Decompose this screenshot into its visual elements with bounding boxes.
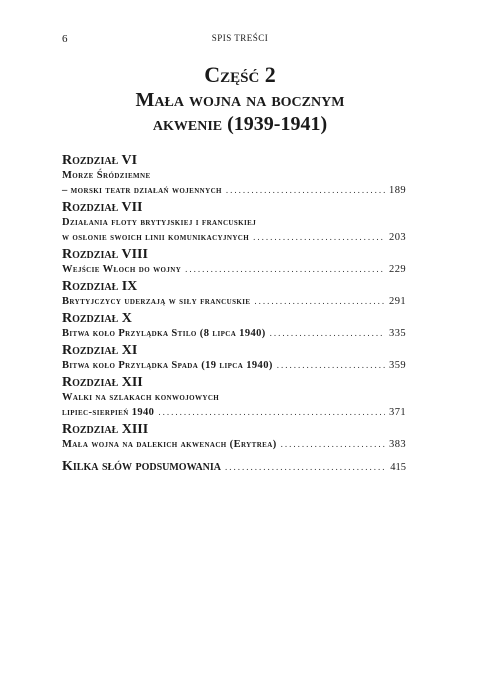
closing-entry-title: Kilka słów podsumowania <box>62 459 222 474</box>
chapter-label: Rozdział XIII <box>62 422 149 437</box>
toc-chapter-entry[interactable] <box>62 311 406 343</box>
toc-chapter-entry[interactable] <box>62 343 406 375</box>
closing-entry-page: 415 <box>390 462 406 473</box>
running-head: SPIS TREŚCI <box>211 33 269 43</box>
dot-leader <box>185 262 385 277</box>
chapter-title-row <box>62 183 406 198</box>
chapter-title-last-line: w osłonie swoich linii komunikacyjnych <box>62 232 250 243</box>
chapter-label: Rozdział VI <box>62 153 138 168</box>
chapter-title-last-line: – morski teatr działań wojennych <box>62 185 222 196</box>
chapter-label: Rozdział VIII <box>62 247 148 262</box>
entry-gap <box>62 452 406 454</box>
chapter-title-row <box>62 326 406 341</box>
chapter-title-line: Walki na szlakach konwojowych <box>62 392 220 403</box>
toc-chapter-entry[interactable] <box>62 279 406 311</box>
toc-chapter-entry[interactable] <box>62 247 406 279</box>
page-number: 6 <box>62 33 68 45</box>
chapter-title-line: Morze Śródziemne <box>62 170 151 181</box>
toc-chapter-entry[interactable] <box>62 422 406 454</box>
chapter-title-row <box>62 262 406 277</box>
chapter-title-last-line: Mała wojna na dalekich akwenach (Erytrea) <box>62 439 277 450</box>
dot-leader <box>226 183 385 198</box>
chapter-title-last-line: Brytyjczycy uderzają w siły francuskie <box>62 296 251 307</box>
part-title-line-1: Mała wojna na bocznym <box>135 89 345 111</box>
part-number: Część 2 <box>204 62 276 87</box>
chapter-title-row <box>62 294 406 309</box>
toc-chapter-entry[interactable] <box>62 153 406 200</box>
dot-leader <box>225 459 386 475</box>
chapter-page-number: 203 <box>389 232 406 243</box>
part-title-line-2: akwenie (1939-1941) <box>152 113 328 135</box>
chapter-page-number: 371 <box>389 407 406 418</box>
chapter-label: Rozdział XII <box>62 375 143 390</box>
chapter-label: Rozdział XI <box>62 343 138 358</box>
chapter-title-row <box>62 437 406 452</box>
chapter-title-last-line: Bitwa koło Przylądka Stilo (8 lipca 1940) <box>62 328 266 339</box>
chapter-title-row <box>62 358 406 373</box>
chapter-title-last-line: Bitwa koło Przylądka Spada (19 lipca 1940) <box>62 360 273 371</box>
table-of-contents <box>62 153 406 476</box>
chapter-title-row <box>62 405 406 420</box>
dot-leader <box>254 294 385 309</box>
chapter-title-line: Działania floty brytyjskiej i francuskiej <box>62 217 257 228</box>
chapter-page-number: 335 <box>389 328 406 339</box>
chapter-page-number: 383 <box>389 439 406 450</box>
chapter-title-last-line: lipiec-sierpień 1940 <box>62 407 155 418</box>
chapter-label: Rozdział VII <box>62 200 143 215</box>
chapter-title-last-line: Wejście Włoch do wojny <box>62 264 182 275</box>
chapter-page-number: 291 <box>389 296 406 307</box>
chapter-label: Rozdział IX <box>62 279 138 294</box>
chapter-page-number: 189 <box>389 185 406 196</box>
dot-leader <box>281 437 385 452</box>
dot-leader <box>253 230 385 245</box>
chapter-page-number: 229 <box>389 264 406 275</box>
chapter-label: Rozdział X <box>62 311 132 326</box>
toc-chapter-entry[interactable] <box>62 375 406 422</box>
dot-leader <box>158 405 385 420</box>
chapter-page-number: 359 <box>389 360 406 371</box>
closing-entry[interactable] <box>62 459 406 476</box>
part-heading <box>0 62 480 136</box>
dot-leader <box>270 326 385 341</box>
dot-leader <box>277 358 385 373</box>
toc-chapter-entry[interactable] <box>62 200 406 247</box>
chapter-title-row <box>62 230 406 245</box>
